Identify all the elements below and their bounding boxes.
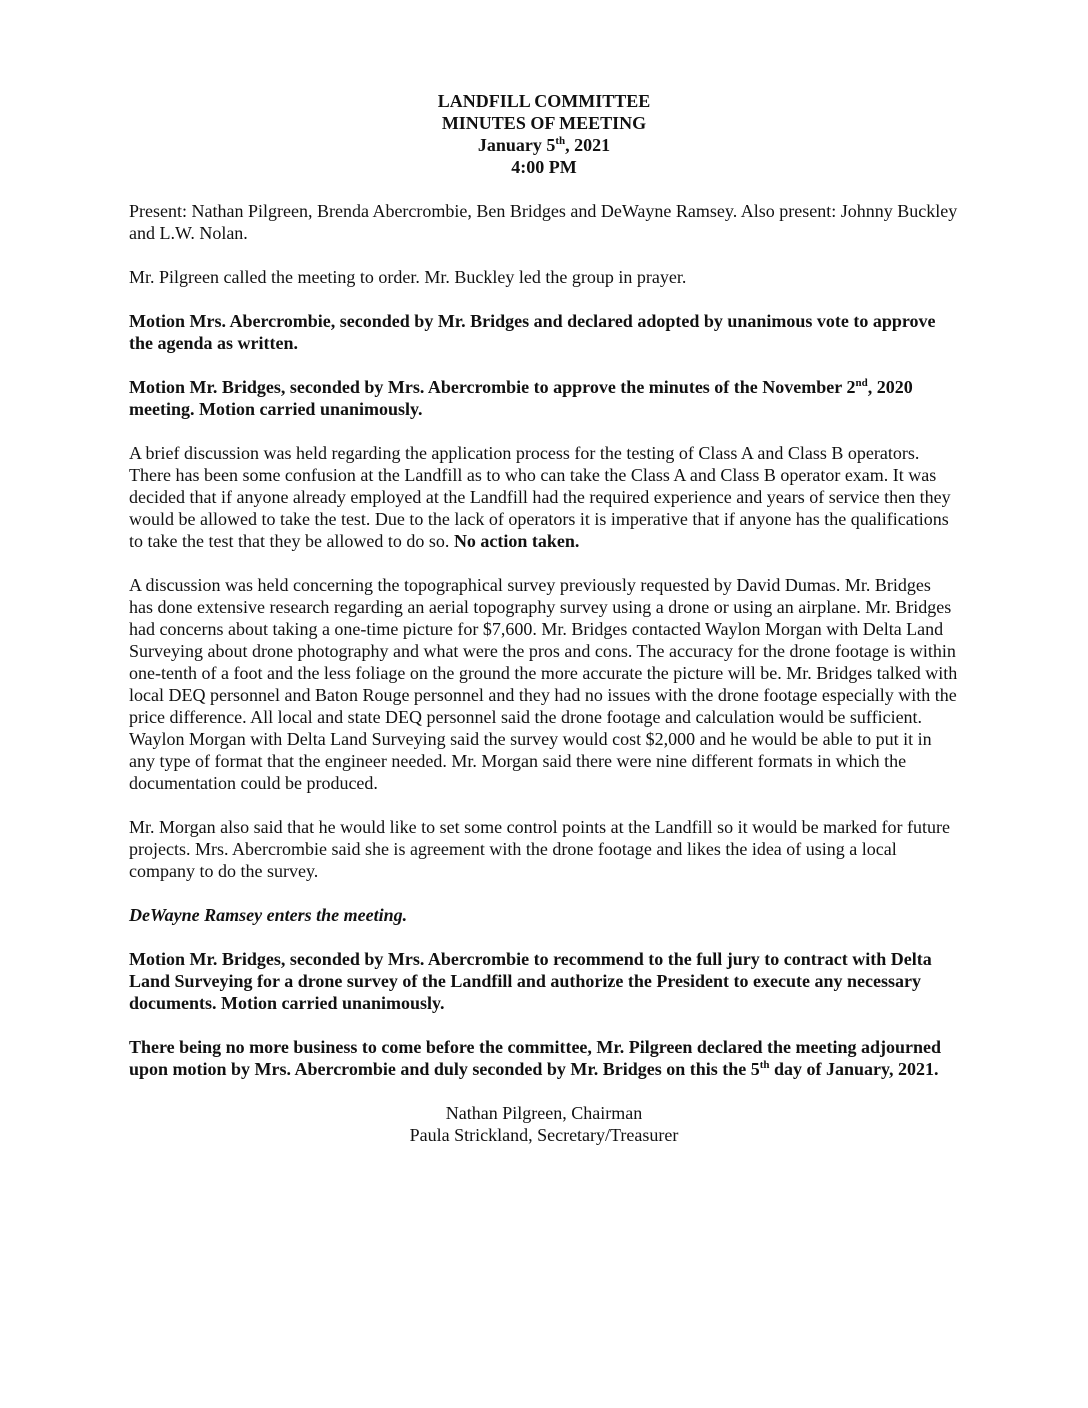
survey-discussion-paragraph: A discussion was held concerning the topographical survey previously requested by David Dumas. Mr. Bridges has done extensive research regarding an aerial topography survey using a drone or using an airplane. Mr. Bridges had concerns about taking a one-time picture for $7,600. Mr. Bridges contacted Waylon Morgan with Delta Land Surveying about drone photography and what were the pros and cons. The accuracy for the drone footage is within one-tenth of a foot and the less foliage on the ground the more accurate the picture will be. Mr. Bridges talked with local DEQ personnel and Baton Rouge personnel and they had no issues with the drone footage especially with the price difference. All local and state DEQ personnel said the drone footage and calculation would be sufficient. Waylon Morgan with Delta Land Surveying said the survey would cost $2,000 and he would be able to put it in any type of format that the engineer needed. Mr. Morgan said there were nine different formats in which the documentation could be produced. [129, 575, 958, 793]
call-to-order-paragraph: Mr. Pilgreen called the meeting to order. Mr. Buckley led the group in prayer. [129, 267, 687, 287]
motion-minutes-paragraph: Motion Mr. Bridges, seconded by Mrs. Abercrombie to approve the minutes of the November 2nd, 2020 meeting. Motion carried unanimously. [129, 377, 913, 419]
signature-block [129, 1102, 959, 1146]
ramsey-enters-note: DeWayne Ramsey enters the meeting. [129, 905, 408, 925]
document-page [129, 90, 959, 1146]
motion-agenda-paragraph: Motion Mrs. Abercrombie, seconded by Mr. Bridges and declared adopted by unanimous vote to approve the agenda as written. [129, 311, 936, 353]
operators-discussion-paragraph: A brief discussion was held regarding the application process for the testing of Class A and Class B operators. There has been some confusion at the Landfill as to who can take the Class A and Class B operator exam. It was decided that if anyone already employed at the Landfill had the required experience and years of service then they would be allowed to take the test. Due to the lack of operators it is imperative that if anyone has the qualifications to take the test that they be allowed to do so. No action taken. [129, 443, 951, 551]
present-paragraph: Present: Nathan Pilgreen, Brenda Abercrombie, Ben Bridges and DeWayne Ramsey. Also present: Johnny Buckley and L.W. Nolan. [129, 201, 958, 243]
meeting-date: January 5th, 2021 [477, 135, 611, 155]
meeting-time: 4:00 PM [511, 157, 577, 177]
committee-title: LANDFILL COMMITTEE [437, 91, 651, 111]
no-action-taken: No action taken. [449, 531, 580, 551]
adjourn-paragraph: There being no more business to come before the committee, Mr. Pilgreen declared the meeting adjourned upon motion by Mrs. Abercrombie and duly seconded by Mr. Bridges on this the 5th day of January, 2021. [129, 1037, 942, 1079]
secretary-signature: Paula Strickland, Secretary/Treasurer [409, 1125, 679, 1145]
chairman-signature: Nathan Pilgreen, Chairman [445, 1103, 643, 1123]
control-points-paragraph: Mr. Morgan also said that he would like to set some control points at the Landfill so it would be marked for future projects. Mrs. Abercrombie said she is agreement with the drone footage and likes the idea of using a local company to do the survey. [129, 817, 951, 881]
motion-survey-paragraph: Motion Mr. Bridges, seconded by Mrs. Abercrombie to recommend to the full jury to contract with Delta Land Surveying for a drone survey of the Landfill and authorize the President to execute any necessary documents. Motion carried unanimously. [129, 949, 932, 1013]
document-header [129, 90, 959, 178]
minutes-title: MINUTES OF MEETING [441, 113, 647, 133]
